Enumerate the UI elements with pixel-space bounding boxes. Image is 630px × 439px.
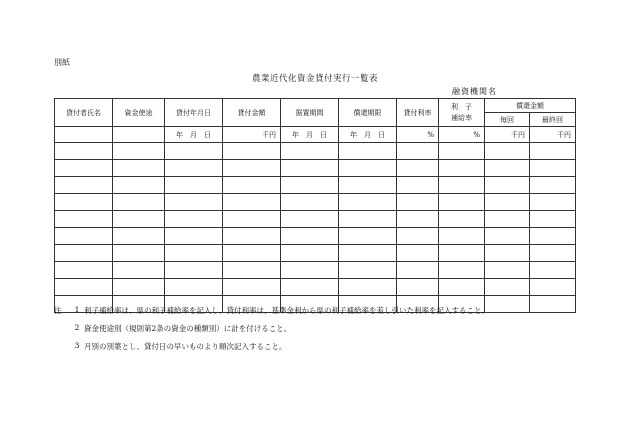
table-cell [339,194,397,211]
table-cell [165,143,223,160]
table-row [55,143,576,160]
header-subsidy [439,99,485,127]
table-cell [439,160,485,177]
table-cell [397,160,439,177]
table-cell [530,228,576,245]
table-cell [339,279,397,296]
table-cell [55,160,113,177]
note-number: 2 [74,323,80,332]
table-cell [530,211,576,228]
table-cell [113,279,165,296]
table-cell [55,211,113,228]
table-cell [113,211,165,228]
table-cell [55,143,113,160]
table-cell [439,211,485,228]
table-cell [485,262,530,279]
table-row [55,279,576,296]
table-cell [281,194,339,211]
table-cell [397,143,439,160]
table-cell [397,228,439,245]
unit-amount: 千円 [223,127,281,143]
table-cell [397,194,439,211]
table-cell [165,279,223,296]
header-borrower: 貸付者氏名 [55,99,113,127]
table-cell [281,262,339,279]
table-cell [113,228,165,245]
note-item [54,341,489,352]
table-cell [55,194,113,211]
unit-subsidy: % [439,127,485,143]
header-subsidy-line2: 補給率 [451,113,472,122]
table-cell [281,160,339,177]
table-row [55,177,576,194]
table-cell [439,143,485,160]
table-cell [339,228,397,245]
table-cell [530,143,576,160]
table-cell [223,262,281,279]
table-cell [55,245,113,262]
table-cell [55,262,113,279]
table-cell [113,177,165,194]
table-cell [485,194,530,211]
table-cell [339,211,397,228]
table-cell [113,194,165,211]
table-cell [485,177,530,194]
document-title: 農業近代化資金貸付実行一覧表 [251,74,378,84]
table-cell [281,211,339,228]
table-cell [485,279,530,296]
table-cell [281,177,339,194]
table-cell [113,143,165,160]
table-cell [439,279,485,296]
note-text: 月別の別葉とし、貸付日の早いものより順次記入すること。 [84,342,287,351]
unit-cell-use [113,127,165,143]
table-row [55,245,576,262]
header-repay-term: 償還期限 [339,99,397,127]
table-cell [397,279,439,296]
table-row [55,228,576,245]
table-row [55,262,576,279]
header-repay-amount: 償還金額 [485,99,576,113]
table-cell [530,177,576,194]
unit-repay-term: 年 月 日 [339,127,397,143]
table-cell [223,245,281,262]
note-number: 3 [74,341,80,350]
unit-grace: 年 月 日 [281,127,339,143]
table-cell [165,160,223,177]
note-text: 利子補給率は、県の利子補給率を記入し、貸付利率は、基準金利から県の利子補給率を差し引いた利率を記入すること。 [84,306,489,315]
table-cell [439,177,485,194]
table-cell [530,160,576,177]
note-item [54,305,489,316]
header-final-time: 最終回 [530,113,576,127]
table-cell [339,160,397,177]
header-loan-date: 貸付年月日 [165,99,223,127]
notes-mark: 注 [54,306,62,315]
unit-final-time: 千円 [530,127,576,143]
table-cell [485,296,530,313]
table-cell [339,177,397,194]
header-use: 資金使途 [113,99,165,127]
table-cell [223,177,281,194]
header-per-time: 毎回 [485,113,530,127]
note-number: 1 [74,305,80,314]
table-cell [55,279,113,296]
header-subsidy-line1: 利 子 [451,102,472,111]
table-cell [281,279,339,296]
table-row [55,194,576,211]
table-cell [223,211,281,228]
table-cell [55,177,113,194]
institution-label: 融資機関名 [452,87,497,96]
table-cell [113,262,165,279]
table-cell [113,160,165,177]
table-cell [485,245,530,262]
table-cell [339,143,397,160]
table-cell [439,194,485,211]
table-row [55,160,576,177]
table-cell [485,211,530,228]
table-cell [397,245,439,262]
table-cell [397,211,439,228]
table-cell [485,228,530,245]
table-cell [165,245,223,262]
table-cell [281,245,339,262]
table-cell [439,228,485,245]
note-text: 資金使途別（規則第2条の資金の種類別）に計を付けること。 [84,324,292,333]
table-cell [530,279,576,296]
table-row [55,211,576,228]
unit-per-time: 千円 [485,127,530,143]
table-cell [339,245,397,262]
table-cell [165,228,223,245]
table-cell [397,177,439,194]
annex-label: 別紙 [54,58,70,67]
note-item [54,323,489,334]
table-cell [55,228,113,245]
table-cell [165,194,223,211]
notes-section [54,305,489,359]
unit-cell-borrower [55,127,113,143]
table-cell [485,143,530,160]
table-cell [223,228,281,245]
table-cell [439,245,485,262]
table-cell [223,194,281,211]
unit-rate: % [397,127,439,143]
table-cell [439,262,485,279]
table-cell [485,160,530,177]
table-cell [397,262,439,279]
table-cell [530,245,576,262]
header-amount: 貸付金額 [223,99,281,127]
table-cell [223,160,281,177]
table-cell [281,143,339,160]
loan-table [54,98,576,313]
table-cell [530,262,576,279]
table-cell [530,194,576,211]
table-cell [530,296,576,313]
table-cell [165,177,223,194]
table-cell [113,245,165,262]
unit-loan-date: 年 月 日 [165,127,223,143]
header-rate: 貸付利率 [397,99,439,127]
table-cell [223,279,281,296]
header-grace: 据置期間 [281,99,339,127]
table-cell [223,143,281,160]
table-cell [165,211,223,228]
table-cell [281,228,339,245]
table-cell [339,262,397,279]
table-cell [165,262,223,279]
